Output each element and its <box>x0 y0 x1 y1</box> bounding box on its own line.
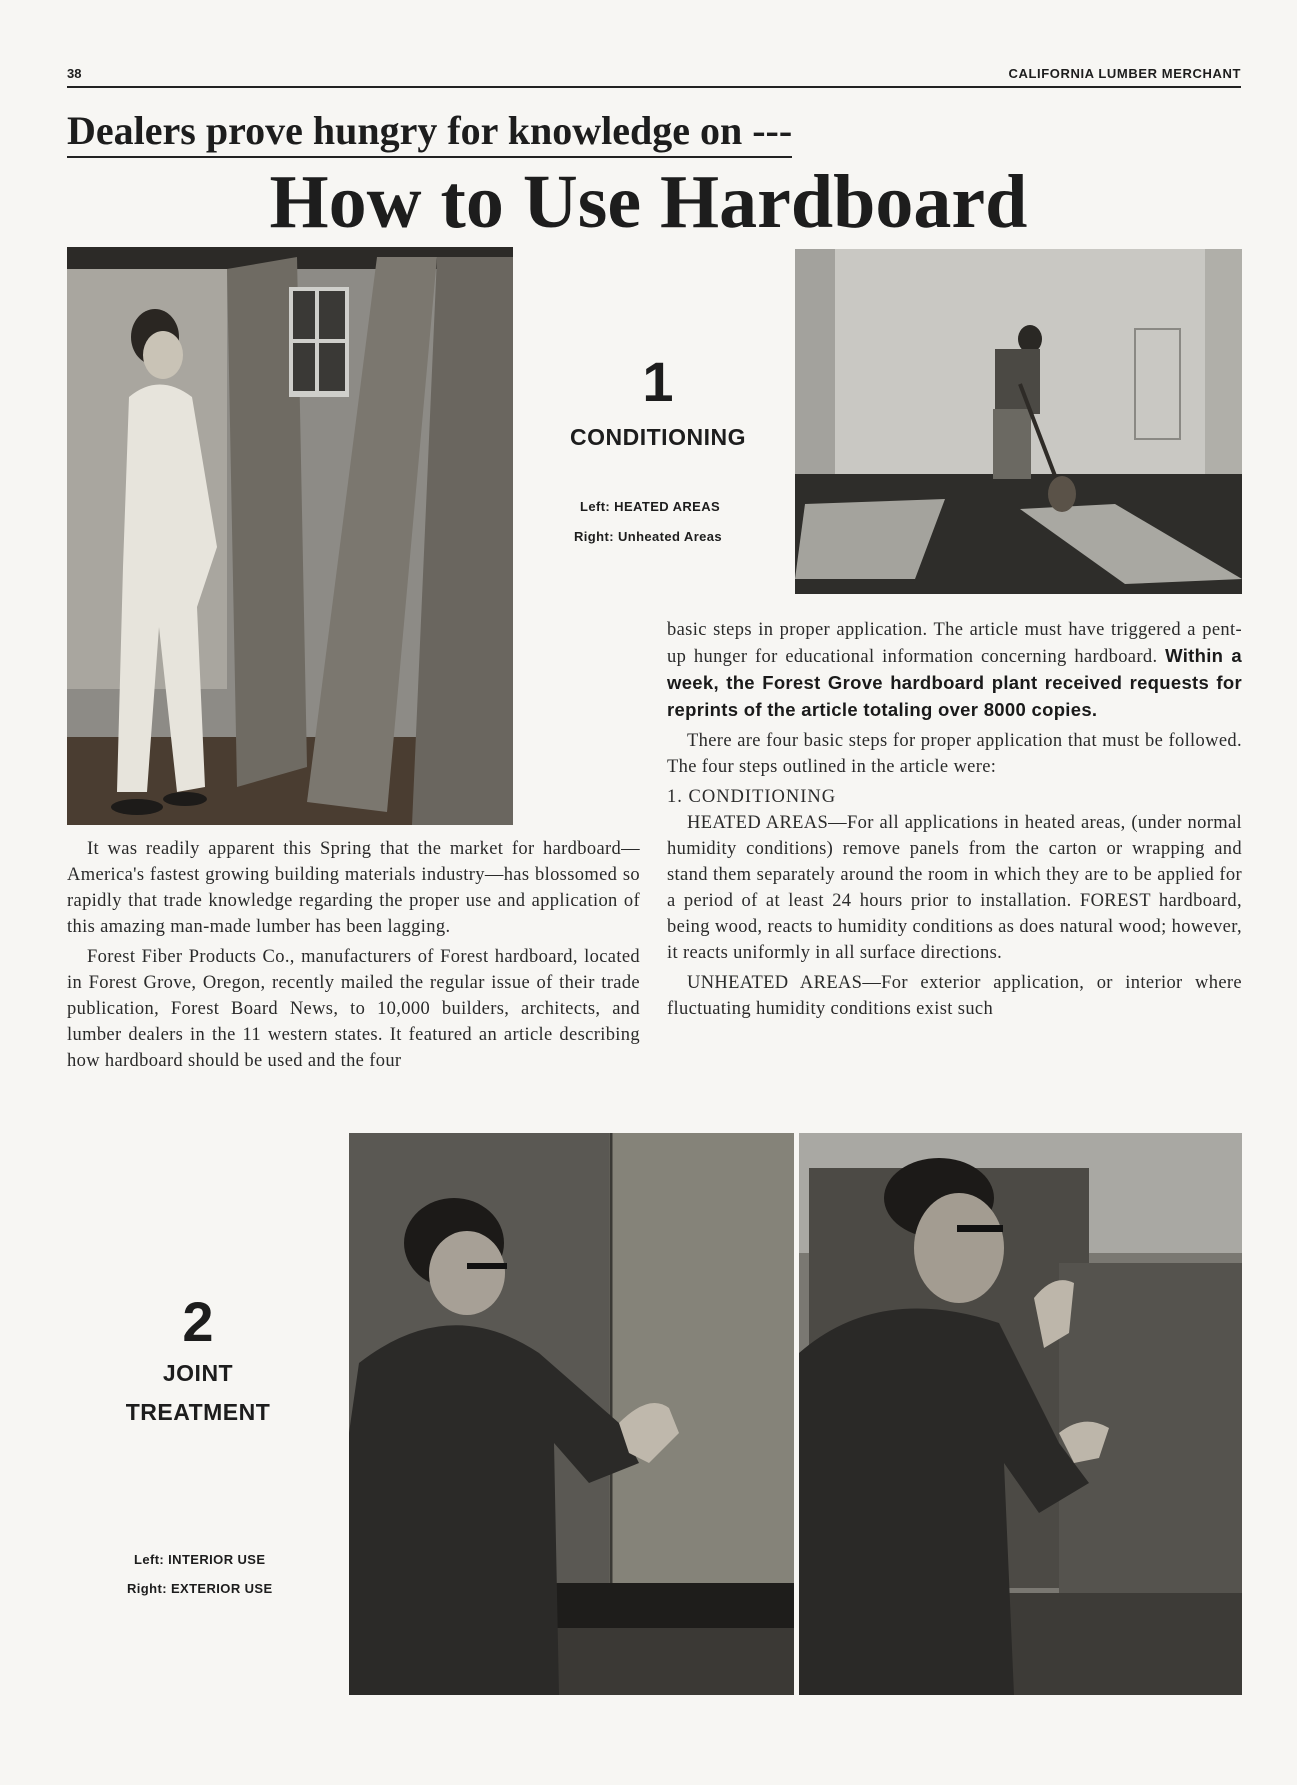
article-paragraph: It was readily apparent this Spring that the market for hardboard—America's fastest growing building materials industry—has blossomed so rapidly that trade knowledge regarding the proper use and application of this amazing man-made lumber has been lagging. <box>67 839 640 937</box>
photo-heated-areas <box>67 247 513 825</box>
kicker-headline: Dealers prove hungry for knowledge on --- <box>67 108 792 158</box>
step2-caption-left: Left: INTERIOR USE <box>134 1552 266 1567</box>
article-paragraph: UNHEATED AREAS—For exterior application, or interior where fluctuating humidity conditions exist such <box>667 973 1242 1019</box>
step1-number: 1 <box>642 350 674 413</box>
page-title: How to Use Hardboard <box>269 160 1028 244</box>
article-column-2 <box>667 617 1242 1026</box>
header-rule <box>67 86 1241 88</box>
photo-unheated-areas-illustration <box>795 249 1242 594</box>
photo-interior-use <box>349 1133 794 1695</box>
article-column-1 <box>67 836 640 1078</box>
photo-interior-use-illustration <box>349 1133 794 1695</box>
article-highlight: Within a week, the Forest Grove hardboard plant received requests for reprints of the article totaling over 8000 copies. <box>667 645 1242 720</box>
photo-unheated-areas <box>795 249 1242 594</box>
article-step-heading: 1. CONDITIONING <box>667 787 837 807</box>
photo-heated-areas-illustration <box>67 247 513 825</box>
step2-caption-right: Right: EXTERIOR USE <box>127 1581 273 1596</box>
step1-title: CONDITIONING <box>570 424 746 450</box>
photo-exterior-use-illustration <box>799 1133 1242 1695</box>
step1-caption-left: Left: HEATED AREAS <box>580 499 721 514</box>
step2-number: 2 <box>182 1290 214 1353</box>
article-text: basic steps in proper application. The article must have triggered a pent-up hunger for educational information concerning hardboard. <box>667 620 1242 667</box>
photo-exterior-use <box>799 1133 1242 1695</box>
publication-name: CALIFORNIA LUMBER MERCHANT <box>1008 66 1241 81</box>
article-paragraph: Forest Fiber Products Co., manufacturers of Forest hardboard, located in Forest Grove, Oregon, recently mailed the regular issue of their trade publication, Forest Board News, to 10,000 builders, architects, and lumber dealers in the 11 western states. It featured an article describing how hardboard should be used and the four <box>67 947 640 1071</box>
article-paragraph <box>667 617 1242 724</box>
page-number: 38 <box>67 66 82 81</box>
article-paragraph: HEATED AREAS—For all applications in heated areas, (under normal humidity conditions) remove panels from the carton or wrapping and stand them separately around the room in which they are to be applied for a period of at least 24 hours prior to installation. FOREST hardboard, being wood, reacts to humidity conditions as does natural wood; however, it reacts uniformly in all surface directions. <box>667 813 1242 963</box>
step1-caption-right: Right: Unheated Areas <box>574 529 723 544</box>
step2-title-line1: JOINT <box>162 1360 234 1386</box>
step2-title-line2: TREATMENT <box>125 1399 271 1425</box>
article-paragraph: There are four basic steps for proper application that must be followed. The four steps outlined in the article were: <box>667 731 1242 777</box>
